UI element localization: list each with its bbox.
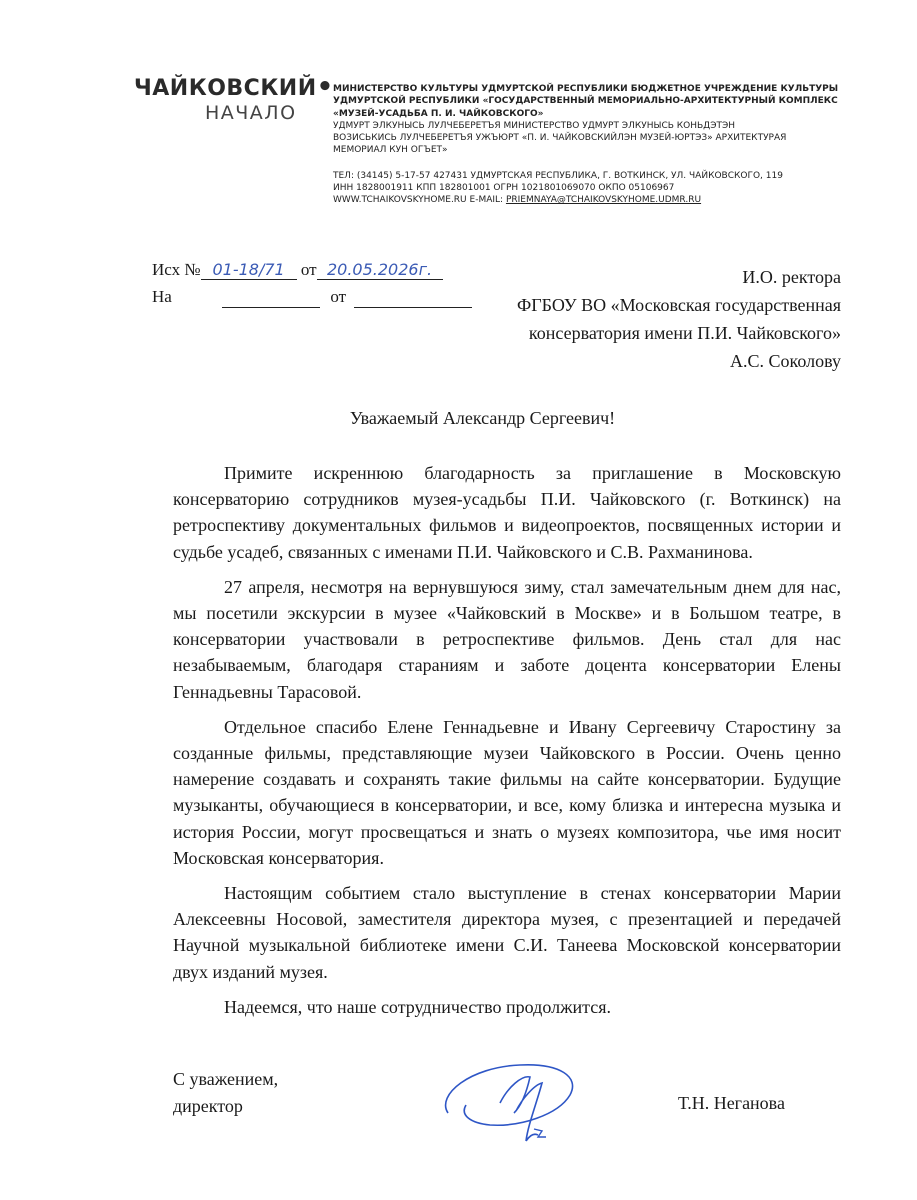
closing-regards: С уважением,	[173, 1069, 279, 1089]
addressee-line: И.О. ректора	[742, 267, 841, 287]
logo-dot-icon: •	[316, 72, 334, 102]
website-text: WWW.TCHAIKOVSKYHOME.RU E-MAIL:	[333, 195, 506, 206]
incoming-reference	[152, 287, 472, 308]
org-ru-line: «МУЗЕЙ-УСАДЬБА П. И. ЧАЙКОВСКОГО»	[333, 108, 544, 119]
org-ru-line: УДМУРТСКОЙ РЕСПУБЛИКИ «ГОСУДАРСТВЕННЫЙ МЕМОРИАЛЬНО-АРХИТЕКТУРНЫЙ КОМПЛЕКС	[333, 96, 838, 107]
handwritten-signature	[430, 1055, 590, 1155]
closing-title: директор	[173, 1096, 243, 1116]
outgoing-label: Исх №	[152, 260, 201, 279]
outgoing-reference	[152, 260, 443, 280]
contact-line: ИНН 1828001911 КПП 182801001 ОГРН 1021801069070 ОКПО 05106967	[333, 183, 675, 194]
body-paragraph: Примите искреннюю благодарность за приглашение в Московскую консерваторию сотрудников музея-усадьбы П.И. Чайковского (г. Воткинск) на ретроспективу документальных фильмов и видеопроектов, посвященных истории и судьбе усадеб, связанных с именами П.И. Чайковского и С.В. Рахманинова.	[173, 463, 841, 562]
addressee-block	[517, 263, 841, 375]
signer-name: Т.Н. Неганова	[678, 1093, 785, 1113]
letter-body	[173, 460, 841, 1029]
organization-header	[333, 83, 853, 207]
incoming-number-blank	[222, 287, 320, 308]
web-email-line	[333, 194, 853, 206]
logo-main-text: ЧАЙКОВСКИЙ	[134, 76, 317, 101]
contact-line: ТЕЛ: (34145) 5-17-57 427431 УДМУРТСКАЯ РЕСПУБЛИКА, Г. ВОТКИНСК, УЛ. ЧАЙКОВСКОГО, 119	[333, 170, 783, 181]
addressee-line: консерватория имени П.И. Чайковского»	[528, 323, 841, 343]
incoming-date-blank	[354, 287, 472, 308]
closing-block	[173, 1066, 278, 1120]
museum-logo	[134, 72, 334, 124]
incoming-label: На	[152, 287, 172, 306]
logo-sub-text: НАЧАЛО	[205, 102, 297, 124]
org-ru-line: МИНИСТЕРСТВО КУЛЬТУРЫ УДМУРТСКОЙ РЕСПУБЛИКИ БЮДЖЕТНОЕ УЧРЕЖДЕНИЕ КУЛЬТУРЫ	[333, 84, 839, 94]
body-paragraph: Отдельное спасибо Елене Геннадьевне и Ивану Сергеевичу Старостину за созданные фильмы, представляющие музеи Чайковского в России. Очень ценно намерение создавать и сохранять такие фильмы на сайте консерватории. Будущие музыканты, обучающиеся в консерватории, и все, кому близка и интересна музыка и история России, могут просвещаться и знать о музеях композитора, чье имя носит Московская консерватория.	[173, 716, 841, 868]
outgoing-date: 20.05.2026г.	[317, 260, 443, 280]
body-paragraph: Настоящим событием стало выступление в стенах консерватории Марии Алексеевны Носовой, заместителя директора музея, с презентацией и передачей Научной музыкальной библиотеке имени С.И. Танеева Московской консерватории двух изданий музея.	[173, 883, 841, 982]
body-paragraph: Надеемся, что наше сотрудничество продолжится.	[224, 996, 611, 1017]
addressee-line: А.С. Соколову	[730, 351, 841, 371]
outgoing-date-label: от	[300, 260, 317, 279]
org-udm-line: УДМУРТ ЭЛКУНЫСЬ ЛУЛЧЕБЕРЕТЪЯ МИНИСТЕРСТВО УДМУРТ ЭЛКУНЫСЬ КОНЬДЭТЭН	[333, 120, 736, 131]
org-udm-line: МЕМОРИАЛ КУН ОГЪЕТ»	[333, 145, 448, 156]
outgoing-number: 01-18/71	[201, 260, 297, 280]
org-udm-line: ВОЗИСЬКИСЬ ЛУЛЧЕБЕРЕТЪЯ УЖЪЮРТ «П. И. ЧАЙКОВСКИЙЛЭН МУЗЕЙ-ЮРТЭЗ» АРХИТЕКТУРАЯ	[333, 133, 787, 144]
greeting: Уважаемый Александр Сергеевич!	[349, 408, 616, 428]
addressee-line: ФГБОУ ВО «Московская государственная	[517, 295, 841, 315]
email-link[interactable]: PRIEMNAYA@TCHAIKOVSKYHOME.UDMR.RU	[505, 195, 702, 206]
body-paragraph: 27 апреля, несмотря на вернувшуюся зиму, стал замечательным днем для нас, мы посетили экскурсии в музее «Чайковский в Москве» и в Большом театре, в консерватории участвовали в ретроспективе фильмов. День стал для нас незабываемым, благодаря стараниям и заботе доцента консерватории Елены Геннадьевны Тарасовой.	[173, 576, 841, 702]
incoming-date-label: от	[330, 287, 347, 306]
